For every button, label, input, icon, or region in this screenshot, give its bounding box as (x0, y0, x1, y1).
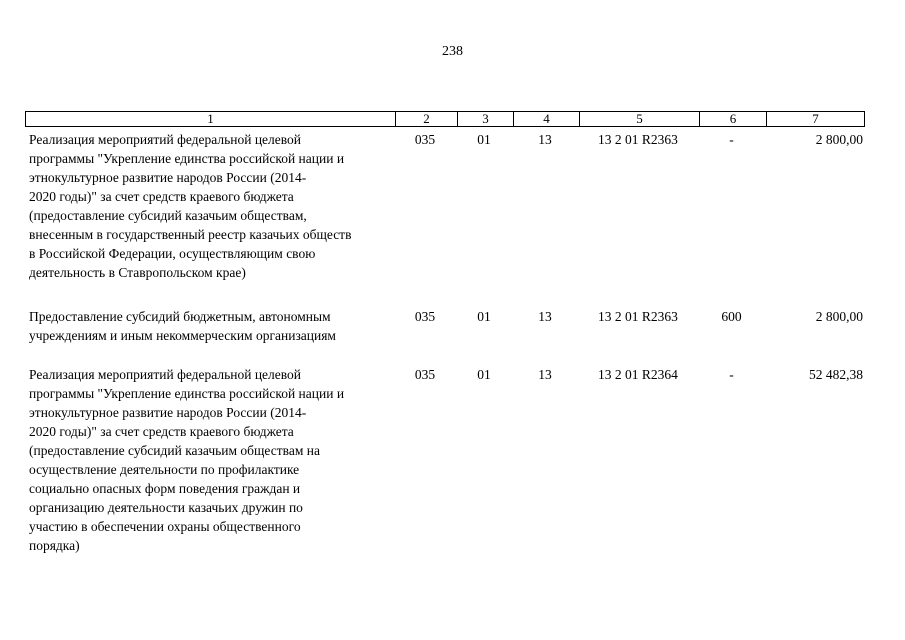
row-ministry-code: 035 (414, 309, 436, 324)
description-line: порядка) (29, 538, 80, 553)
description-line: учреждениям и иным некоммерческим организациям (29, 328, 336, 343)
row-expense-type: 600 (721, 309, 742, 324)
table-header-row (25, 111, 865, 127)
row-amount: 52 482,38 (809, 367, 863, 382)
description-line: 2020 годы)" за счет средств краевого бюджета (29, 424, 294, 439)
description-line: участию в обеспечении охраны общественного (29, 519, 301, 534)
row-subsection-code: 13 (538, 367, 552, 382)
header-col-2: 2 (395, 112, 457, 126)
row-amount: 2 800,00 (815, 132, 863, 147)
header-col-6: 6 (699, 112, 766, 126)
header-col-7: 7 (766, 112, 864, 126)
table-row (25, 307, 865, 365)
header-col-5: 5 (579, 112, 699, 126)
description-line: программы "Укрепление единства российской нации и (29, 386, 345, 401)
row-section-code: 01 (477, 367, 491, 382)
description-line: социально опасных форм поведения граждан и (29, 481, 301, 496)
header-col-3: 3 (457, 112, 513, 126)
row-expense-type: - (729, 367, 734, 382)
table-body (25, 130, 865, 555)
row-target-article: 13 2 01 R2363 (598, 132, 678, 147)
description-line: в Российской Федерации, осуществляющим свою (29, 246, 316, 261)
description-line: (предоставление субсидий казачьим обществам, (29, 208, 307, 223)
header-col-4: 4 (513, 112, 579, 126)
description-line: организацию деятельности казачьих дружин по (29, 500, 303, 515)
table-row (25, 365, 865, 555)
row-ministry-code: 035 (414, 367, 436, 382)
row-subsection-code: 13 (538, 309, 552, 324)
row-amount: 2 800,00 (815, 309, 863, 324)
description-line: Предоставление субсидий бюджетным, автономным (29, 309, 331, 324)
row-description (25, 307, 394, 345)
description-line: (предоставление субсидий казачьим обществам на (29, 443, 320, 458)
row-section-code: 01 (477, 132, 491, 147)
row-subsection-code: 13 (538, 132, 552, 147)
row-target-article: 13 2 01 R2364 (598, 367, 678, 382)
row-target-article: 13 2 01 R2363 (598, 309, 678, 324)
description-line: внесенным в государственный реестр казачьих обществ (29, 227, 352, 242)
description-line: этнокультурное развитие народов России (2014- (29, 170, 307, 185)
row-section-code: 01 (477, 309, 491, 324)
description-line: этнокультурное развитие народов России (2014- (29, 405, 307, 420)
header-col-1: 1 (207, 111, 214, 126)
row-description (25, 130, 394, 282)
row-ministry-code: 035 (414, 132, 436, 147)
table-row (25, 130, 865, 307)
description-line: Реализация мероприятий федеральной целевой (29, 367, 302, 382)
row-description (25, 365, 394, 555)
description-line: 2020 годы)" за счет средств краевого бюджета (29, 189, 294, 204)
description-line: деятельность в Ставропольском крае) (29, 265, 246, 280)
row-expense-type: - (729, 132, 734, 147)
page-number: 238 (442, 44, 463, 59)
description-line: осуществление деятельности по профилактике (29, 462, 300, 477)
description-line: программы "Укрепление единства российской нации и (29, 151, 345, 166)
description-line: Реализация мероприятий федеральной целевой (29, 132, 302, 147)
